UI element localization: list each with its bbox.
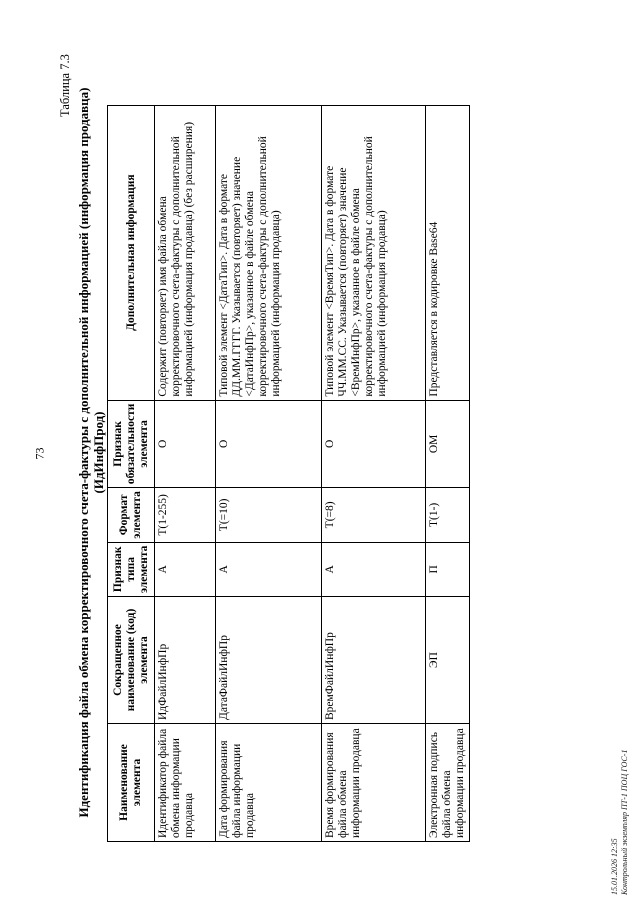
table-label: Таблица 7.3 [58,54,72,117]
cell-format: T(=10) [216,488,322,542]
cell-name: Время формирования файла обмена информации продавца [322,724,426,842]
elements-table [107,105,470,842]
cell-code: ДатаФайлИнфПр [216,597,322,724]
stamp-control: Контрольный экземпляр ПТ-1 ПОЦ ГОС-1 [620,749,629,895]
cell-code: ВремФайлИнфПр [322,597,426,724]
table-row [322,105,426,841]
table-title [76,0,106,905]
title-line-1: Идентификация файла обмена корректировочного счета-фактуры с дополнительной информацией (информация продавца) [76,87,91,818]
cell-required: О [155,400,216,488]
cell-code: ЭП [426,597,470,724]
cell-info: Содержит (повторяет) имя файла обмена корректировочного счета-фактуры с дополнительной информацией (информация продавца) (без расширения) [155,105,216,400]
title-line-2: (ИдИнфПрод) [91,411,106,494]
cell-format: T(1-255) [155,488,216,542]
header-info: Дополнительная информация [108,105,155,400]
cell-required: ОМ [426,400,470,488]
cell-name: Электронная подпись файла обмена информации продавца [426,724,470,842]
table-row [426,105,470,841]
cell-type: А [216,542,322,596]
cell-info: Типовой элемент <ДатаТип>. Дата в формате ДД.ММ.ГГГГ. Указывается (повторяет) значение <ДатаИнфПр>, указанное в файле обмена корректировочного счета-фактуры с дополнительной информацией (информация продавца) [216,105,322,400]
header-code: Сокращенное наименование (код) элемента [108,597,155,724]
cell-type: А [322,542,426,596]
cell-type: П [426,542,470,596]
cell-code: ИдФайлИнфПр [155,597,216,724]
header-format: Формат элемента [108,488,155,542]
cell-name: Дата формирования файла информации продавца [216,724,322,842]
stamp-date: 15.01.2026 12:35 [610,838,619,895]
header-required: Признак обязательности элемента [108,400,155,488]
table-row [216,105,322,841]
table-row [155,105,216,841]
cell-info: Представляется в кодировке Base64 [426,105,470,400]
cell-required: О [216,400,322,488]
cell-format: T(1-) [426,488,470,542]
cell-name: Идентификатор файла обмена информации продавца [155,724,216,842]
header-type: Признак типа элемента [108,542,155,596]
page-number: 73 [32,447,47,460]
cell-type: А [155,542,216,596]
cell-required: О [322,400,426,488]
header-row [108,105,155,841]
cell-info: Типовой элемент <ВремяТип>. Дата в формате ЧЧ.ММ.СС. Указывается (повторяет) значение <ВремИнфПр>, указанное в файле обмена корректировочного счета-фактуры с дополнительной информацией (информация продавца) [322,105,426,400]
header-name: Наименование элемента [108,724,155,842]
document-stamp [610,750,630,895]
cell-format: T(=8) [322,488,426,542]
